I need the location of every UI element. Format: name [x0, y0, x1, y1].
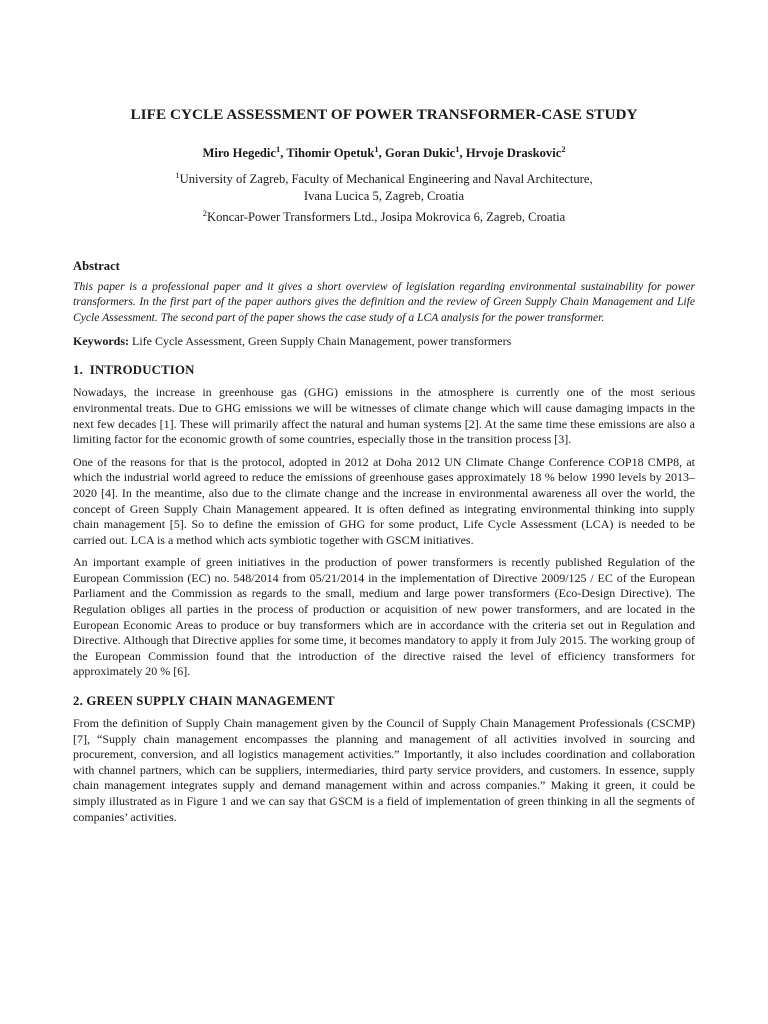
author-affiliation-mark: 2 — [561, 144, 566, 154]
author-affiliation-mark: 1 — [374, 144, 379, 154]
keywords — [73, 334, 695, 349]
paper-title: LIFE CYCLE ASSESSMENT OF POWER TRANSFORMER-CASE STUDY — [130, 106, 638, 123]
author-name: Goran Dukic — [384, 146, 456, 161]
affiliation-2: $^2$Koncar-Power Transformers Ltd., Josipa Mokrovica 6, Zagreb, Croatia — [202, 208, 566, 225]
author-affiliation-mark: 1 — [455, 144, 460, 154]
author-name: Tihomir Opetuk — [286, 146, 375, 161]
affiliation-1: $^1$University of Zagreb, Faculty of Mechanical Engineering and Naval Architecture, — [175, 170, 593, 187]
paper-page — [73, 106, 695, 832]
author-affiliation-mark: 1 — [276, 144, 281, 154]
affiliations — [73, 167, 695, 226]
section-heading-gscm: 2. GREEN SUPPLY CHAIN MANAGEMENT — [73, 694, 335, 709]
section-heading-introduction: 1. INTRODUCTION — [73, 363, 195, 378]
paragraph: An important example of green initiatives in the production of power transformers is recently published Regulation of the European Commission (EC) no. 548/2014 from 05/21/2014 in the implementation of Directive 2009/125 / EC of the European Parliament and the Commission as regards to the small, medium and large power transformers (Eco-Design Directive). The Regulation obliges all parties in the process of production or acquisition of new power transformers, and are located in the European Economic Areas to produce or buy transformers which are in accordance with the criteria set out in Regulation and Directive. Although that Directive applies for some time, it becomes mandatory to apply it from July 2015. The working group of the European Commission found that the introduction of the directive raised the level of efficiency transformers for approximately 20 % [6]. — [73, 555, 695, 679]
paragraph: From the definition of Supply Chain management given by the Council of Supply Chain Management Professionals (CSCMP) [7], “Supply chain management encompasses the planning and management of all activities involved in sourcing and procurement, conversion, and all logistics management activities.” Importantly, it also includes coordination and collaboration with channel partners, which can be suppliers, intermediaries, third party service providers, and customers. In essence, supply chain management integrates supply and demand management within and across companies.” Making it green, it could be simply illustrated as in Figure 1 and we can say that GSCM is a field of implementation of green thinking in all the segments of companies’ activities. — [73, 716, 695, 824]
author-name: Miro Hegedic — [202, 146, 276, 161]
paragraph: Nowadays, the increase in greenhouse gas (GHG) emissions in the atmosphere is currently one of the most serious environmental treats. Due to GHG emissions we will be witnesses of climate change which will cause damaging impacts in the next few decades [1]. These will primarily affect the natural and human systems [2]. At the same time these emissions are also a limiting factor for the economic growth of some countries, especially those in the transition process [3]. — [73, 385, 695, 447]
abstract-heading: Abstract — [73, 258, 120, 273]
keywords-text: Life Cycle Assessment, Green Supply Chain Management, power transformers — [129, 334, 512, 349]
keywords-label: Keywords: — [73, 334, 129, 349]
paragraph: One of the reasons for that is the protocol, adopted in 2012 at Doha 2012 UN Climate Change Conference COP18 CMP8, at which the industrial world agreed to reduce the emissions of greenhouse gases approximately 18 % below 1990 levels by 2013–2020 [4]. In the meantime, also due to the climate change and the increase in environmental awareness all over the world, the concept of Green Supply Chain Management appeared. It is often defined as integrating environmental thinking into supply chain management [5]. So to define the emission of GHG for some product, Life Cycle Assessment (LCA) is needed to be carried out. LCA is a method which acts symbiotic together with GSCM initiatives. — [73, 454, 695, 547]
author-name: Hrvoje Draskovic — [465, 146, 562, 161]
affiliation-1-address: Ivana Lucica 5, Zagreb, Croatia — [303, 189, 465, 204]
abstract-text: This paper is a professional paper and it gives a short overview of legislation regarding environmental sustainability for power transformers. In the first part of the paper authors gives the definition and the review of Green Supply Chain Management and Life Cycle Assessment. The second part of the paper shows the case study of a LCA analysis for the power transformer. — [73, 279, 695, 324]
author-list: Miro Hegedic$^1$, Tihomir Opetuk$^1$, Goran Dukic$^1$, Hrvoje Draskovic$^2$ — [202, 144, 566, 161]
